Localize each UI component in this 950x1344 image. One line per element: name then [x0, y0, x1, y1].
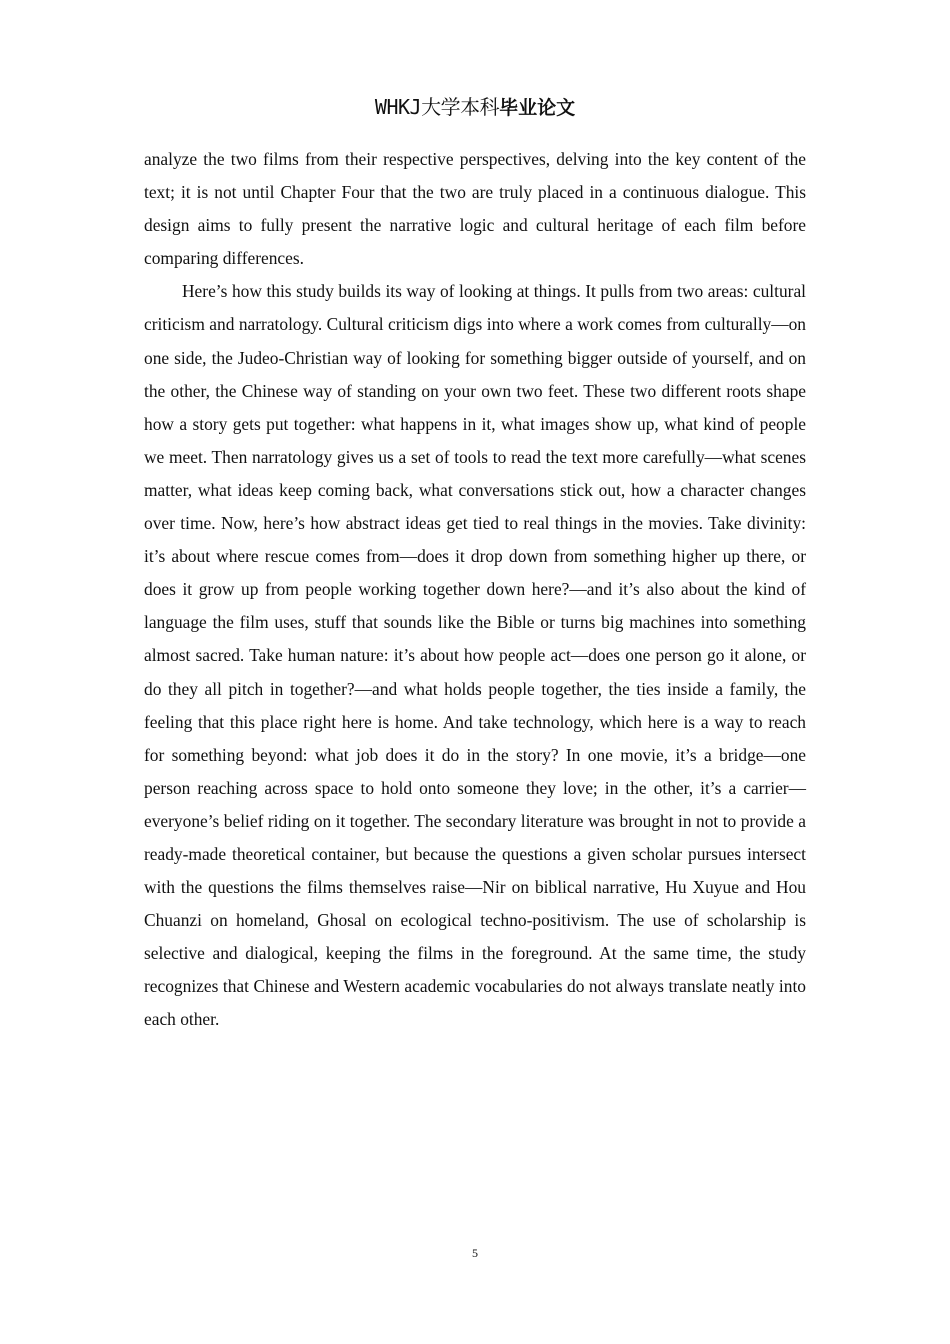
body-text — [144, 143, 806, 1037]
paragraph-methodology: Here’s how this study builds its way of looking at things. It pulls from two areas: cultural criticism and narratology. Cultural criticism digs into where a work comes from culturally—on one side, the Judeo-Christian way of looking for something bigger outside of yourself, and on the other, the Chinese way of standing on your own two feet. These two different roots shape how a story gets put together: what happens in it, what images show up, what kind of people we meet. Then narratology gives us a set of tools to read the text more carefully—what scenes matter, what ideas keep coming back, what conversations stick out, how a character changes over time. Now, here’s how abstract ideas get tied to real things in the movies. Take divinity: it’s about where rescue comes from—does it drop down from something higher up there, or does it grow up from people working together down here?—and it’s also about the kind of language the film uses, stuff that sounds like the Bible or turns big machines into something almost sacred. Take human nature: it’s about how people act—does one person go it alone, or do they all pitch in together?—and what holds people together, the ties inside a family, the feeling that this place right here is home. And take technology, which here is a way to reach for something beyond: what job does it do in the story? In one movie, it’s a bridge—one person reaching across space to hold onto someone they love; in the other, it’s a carrier—everyone’s belief riding on it together. The secondary literature was brought in not to provide a ready-made theoretical container, but because the questions a given scholar pursues intersect with the questions the films themselves raise—Nir on biblical narrative, Hu Xuyue and Hou Chuanzi on homeland, Ghosal on ecological techno-positivism. The use of scholarship is selective and dialogical, keeping the films in the foreground. At the same time, the study recognizes that Chinese and Western academic vocabularies do not always translate neatly into each other. — [144, 281, 806, 1030]
header-university-title: WHKJ大学本科 — [374, 95, 500, 119]
header-thesis-label: 毕业论文 — [499, 97, 576, 119]
paragraph-continued: analyze the two films from their respective perspectives, delving into the key content of the text; it is not until Chapter Four that the two are truly placed in a continuous dialogue. This design aims to fully present the narrative logic and cultural heritage of each film before comparing differences. — [144, 149, 806, 269]
page-header — [0, 92, 950, 123]
page-number: 5 — [472, 1246, 478, 1260]
